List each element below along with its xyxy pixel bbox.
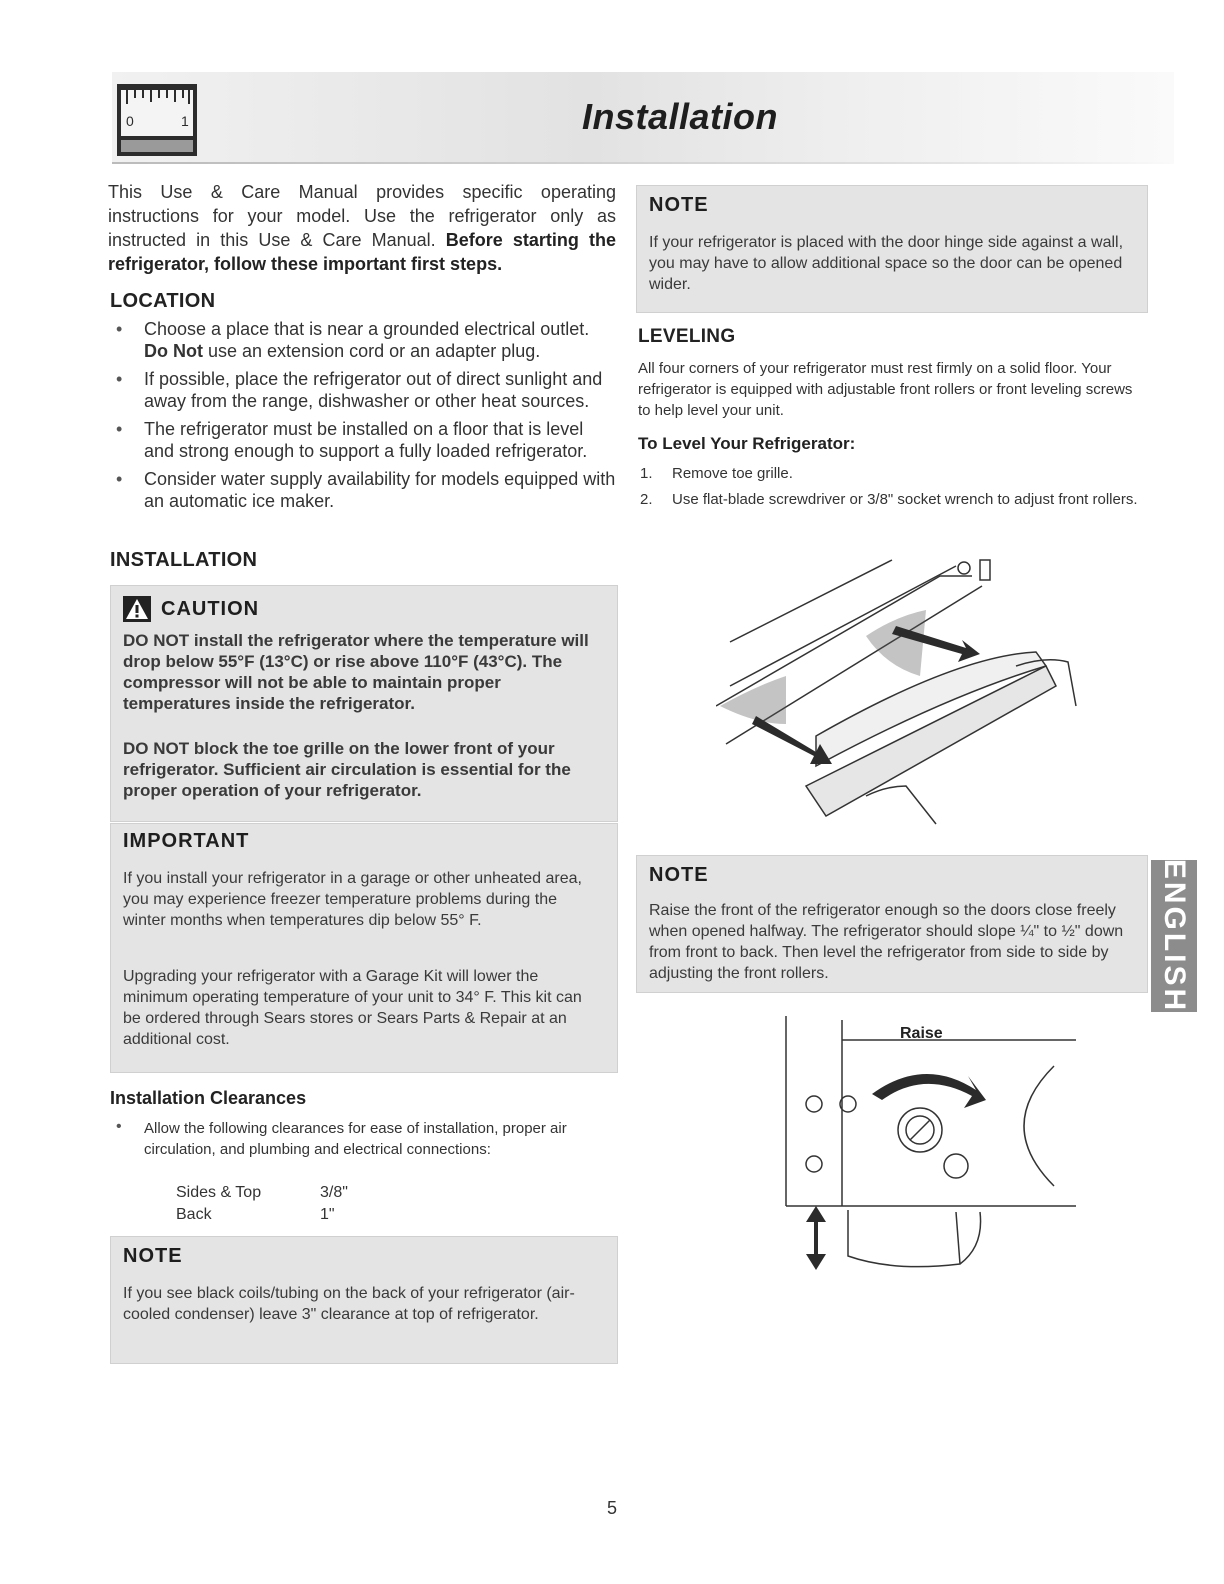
leveling-subheading: To Level Your Refrigerator: (638, 434, 856, 453)
list-item: • The refrigerator must be installed on a floor that is level and strong enough to support a fully loaded refrigerator. (110, 418, 616, 462)
intro-paragraph (108, 180, 616, 276)
ruler-mark-1: 1 (181, 113, 189, 129)
important-box (110, 823, 618, 1073)
list-item: • Consider water supply availability for models equipped with an automatic ice maker. (110, 468, 616, 512)
note-title: NOTE (123, 1245, 183, 1267)
note-box (636, 855, 1148, 993)
caution-box (110, 585, 618, 822)
page-title: Installation (581, 96, 779, 137)
caution-title: CAUTION (161, 597, 260, 620)
note-box (110, 1236, 618, 1364)
leveling-text: All four corners of your refrigerator must rest firmly on a solid floor. Your refrigerator is equipped with adjustable front rollers or front leveling screws to help level your unit. (638, 360, 1133, 419)
list-item: 2. Use flat-blade screwdriver or 3/8" socket wrench to adjust front rollers. (640, 491, 1138, 508)
list-item: • Choose a place that is near a grounded electrical outlet. Do Not use an extension cord or an adapter plug. (110, 318, 616, 362)
caution-paragraph: DO NOT install the refrigerator where the temperature will drop below 55°F (13°C) or rise above 110°F (43°C). The compressor will not be able to maintain proper temperatures inside the refrigerator. (123, 631, 589, 713)
important-paragraph: If you install your refrigerator in a garage or other unheated area, you may experience freezer temperature problems during the winter months when temperatures dip below 55° F. (123, 870, 582, 929)
note-text: If you see black coils/tubing on the back of your refrigerator (air-cooled condenser) leave 3" clearance at top of refrigerator. (123, 1285, 575, 1323)
note-title: NOTE (649, 194, 709, 216)
clearances-table (176, 1182, 348, 1226)
note-text: Raise the front of the refrigerator enough so the doors close freely when opened halfway. The refrigerator should slope ¼" to ½" down from front to back. Then level the refrigerator from side to side by adjusting the front rollers. (649, 902, 1124, 982)
location-heading: LOCATION (110, 290, 216, 312)
language-tab-label: ENGLISH (1158, 858, 1191, 1014)
note-box (636, 185, 1148, 313)
clearances-heading: Installation Clearances (110, 1088, 307, 1108)
note-title: NOTE (649, 864, 709, 886)
note-text: If your refrigerator is placed with the door hinge side against a wall, you may have to allow additional space so the door can be opened wider. (649, 234, 1124, 293)
language-side-tab (1151, 860, 1197, 1012)
table-row: Sides & Top 3/8" (176, 1184, 348, 1201)
warning-icon (123, 596, 151, 622)
location-list (110, 318, 616, 518)
installation-heading: INSTALLATION (110, 549, 258, 571)
up-down-arrow-icon (806, 1206, 826, 1270)
leveling-steps (638, 464, 1138, 516)
raise-label: Raise (900, 1025, 943, 1042)
list-item: 1. Remove toe grille. (640, 465, 793, 482)
list-item: • If possible, place the refrigerator out of direct sunlight and away from the range, dishwasher or other heat sources. (110, 368, 616, 412)
important-title: IMPORTANT (123, 830, 250, 852)
leveling-heading: LEVELING (638, 326, 736, 347)
ruler-mark-0: 0 (126, 113, 134, 129)
toe-grille-illustration (716, 556, 1080, 832)
important-paragraph: Upgrading your refrigerator with a Garage Kit will lower the minimum operating temperature of your unit to 34° F. This kit can be ordered through Sears stores or Sears Parts & Repair at an additional cost. (123, 968, 582, 1048)
ruler-icon (117, 84, 197, 156)
table-row: Back 1" (176, 1206, 335, 1223)
caution-paragraph: DO NOT block the toe grille on the lower front of your refrigerator. Sufficient air circulation is essential for the proper operation of your refrigerator. (123, 739, 571, 800)
raise-arrow-icon (872, 1074, 986, 1108)
page-number: 5 (606, 1498, 617, 1518)
roller-illustration (724, 1016, 1080, 1272)
clearances-item: • Allow the following clearances for ease of installation, proper air circulation, and plumbing and electrical connections: (110, 1118, 610, 1160)
clearances-text: Allow the following clearances for ease of installation, proper air circulation, and plumbing and electrical connections: (144, 1120, 567, 1158)
intro-bold: Before starting the refrigerator, follow these important first steps. (108, 230, 616, 274)
intro-text: This Use & Care Manual provides specific operating instructions for your model. Use the refrigerator only as instructed in this Use & Care Manual. (108, 182, 616, 250)
